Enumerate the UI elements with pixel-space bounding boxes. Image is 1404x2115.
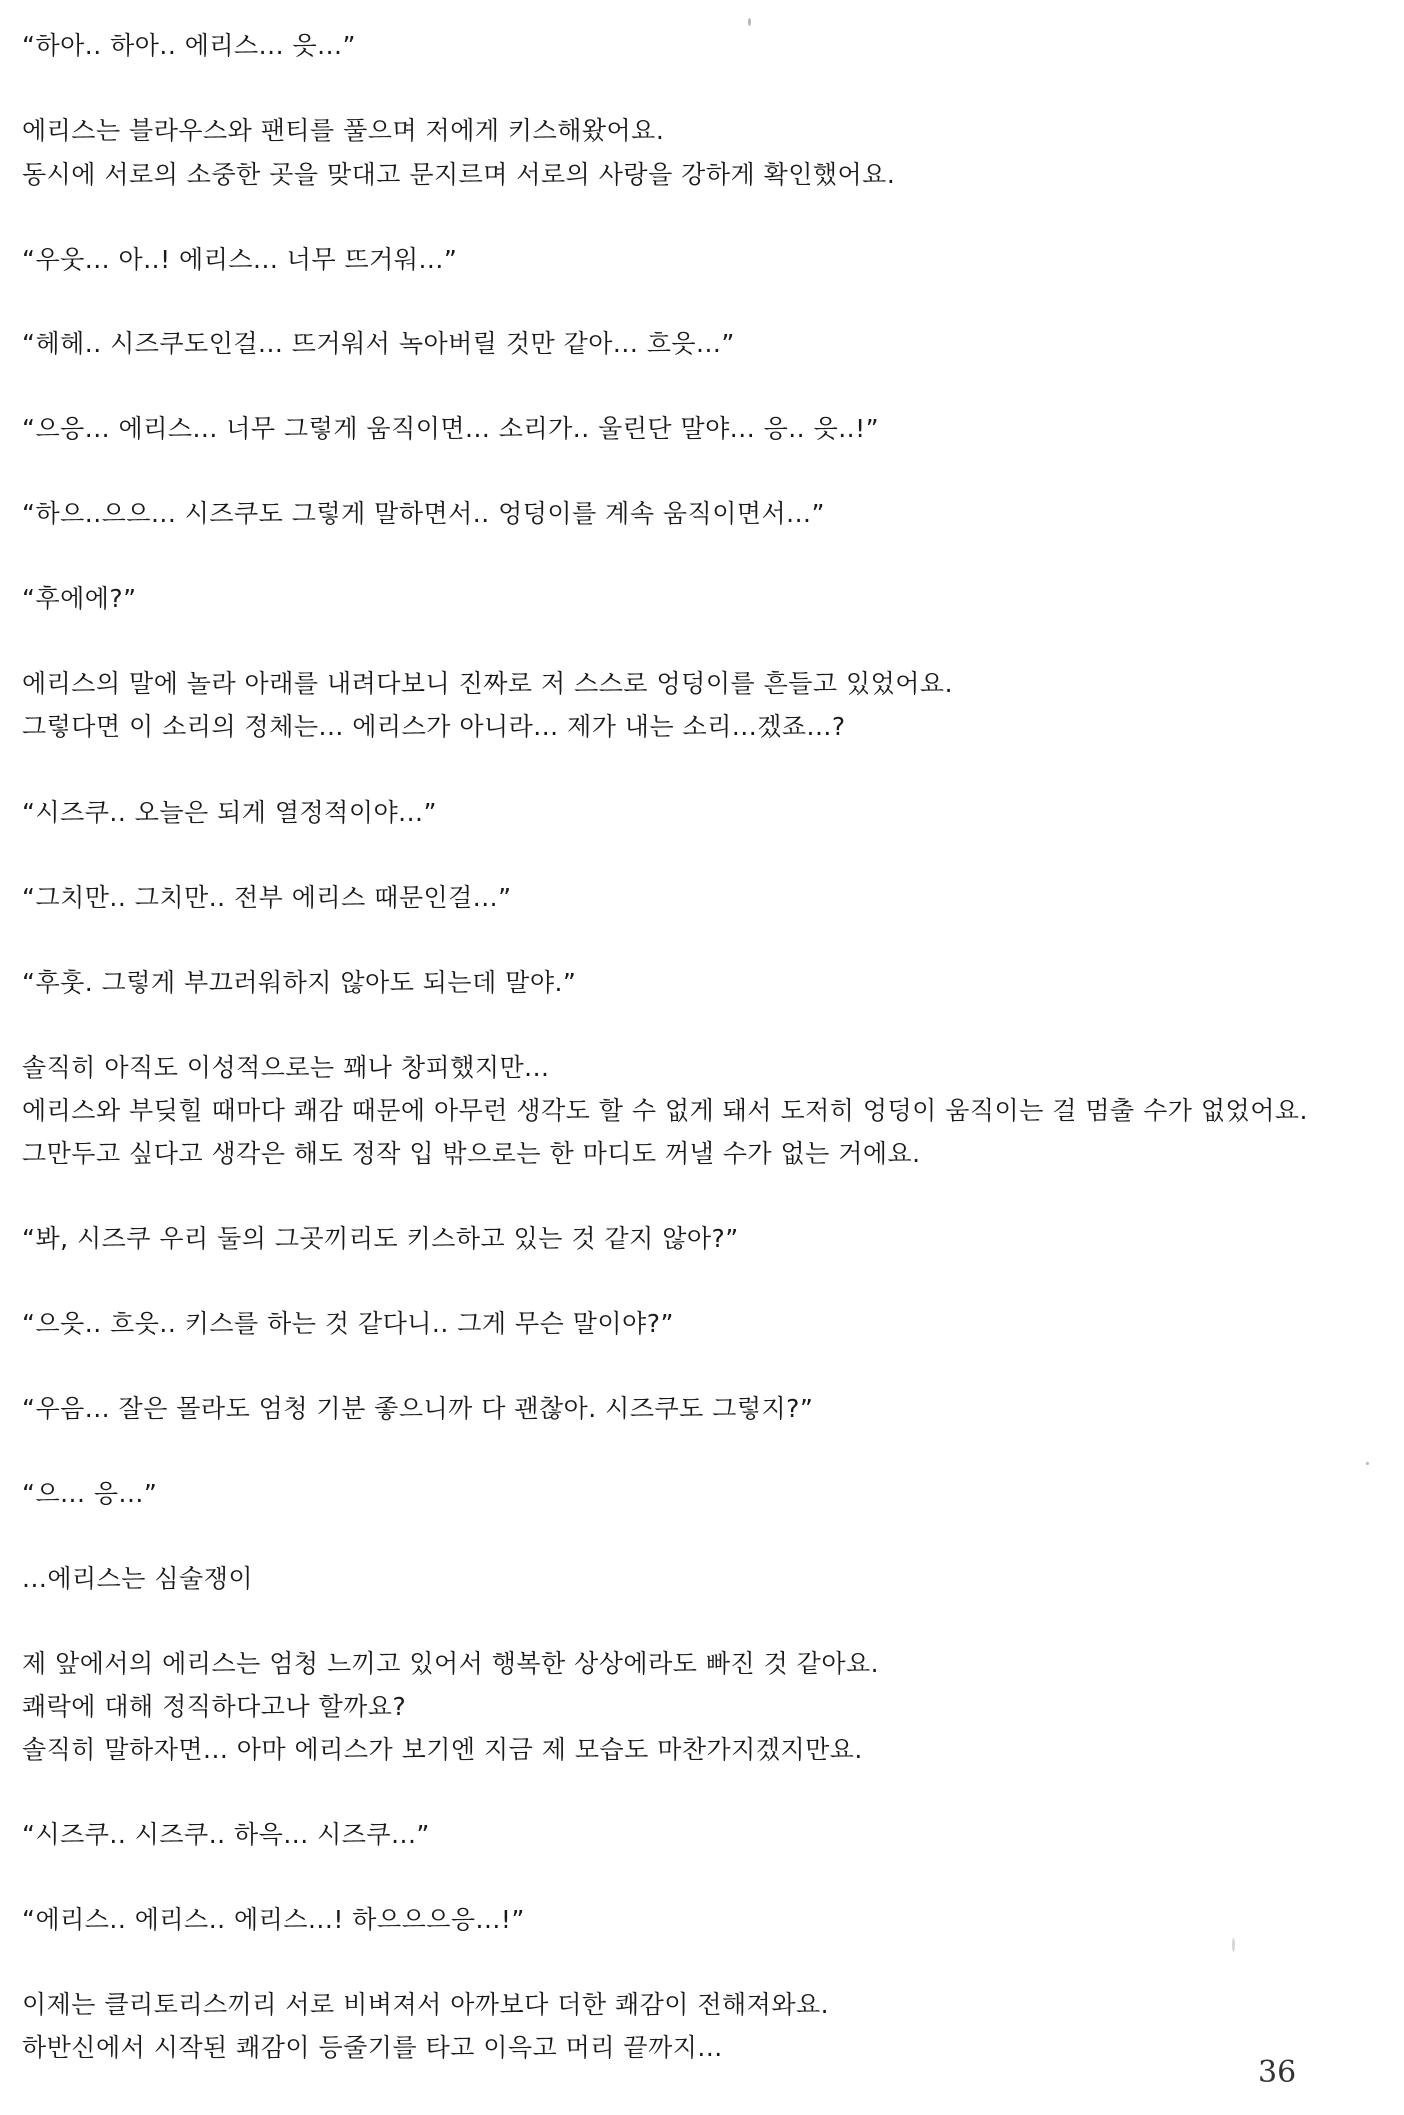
text-line: 에리스의 말에 놀라 아래를 내려다보니 진짜로 저 스스로 엉덩이를 흔들고 있었어요. (22, 669, 954, 698)
text-line: “헤헤.. 시즈쿠도인걸... 뜨거워서 녹아버릴 것만 같아... 흐읏...” (22, 329, 735, 358)
text-line: 하반신에서 시작된 쾌감이 등줄기를 타고 이윽고 머리 끝까지... (22, 2033, 723, 2062)
text-line: “시즈쿠.. 시즈쿠.. 하윽... 시즈쿠...” (22, 1820, 430, 1849)
text-line: “후훗. 그렇게 부끄러워하지 않아도 되는데 말야.” (22, 968, 577, 997)
text-line: 솔직히 아직도 이성적으로는 꽤나 창피했지만... (22, 1053, 550, 1082)
text-line: 그만두고 싶다고 생각은 해도 정작 입 밖으로는 한 마디도 꺼낼 수가 없는 거에요. (22, 1139, 921, 1168)
text-line: “우웃... 아..! 에리스... 너무 뜨거워...” (22, 245, 458, 274)
text-line: “으응... 에리스... 너무 그렇게 움직이면... 소리가.. 울린단 말야... 응.. 읏..!” (22, 414, 880, 443)
text-line: 에리스와 부딪힐 때마다 쾌감 때문에 아무런 생각도 할 수 없게 돼서 도저히 엉덩이 움직이는 걸 멈출 수가 없었어요. (22, 1096, 1308, 1125)
text-line: “봐, 시즈쿠 우리 둘의 그곳끼리도 키스하고 있는 것 같지 않아?” (22, 1224, 739, 1253)
text-line: 이제는 클리토리스끼리 서로 비벼져서 아까보다 더한 쾌감이 전해져와요. (22, 1990, 830, 2019)
text-line: 솔직히 말하자면... 아마 에리스가 보기엔 지금 제 모습도 마찬가지겠지만요. (22, 1735, 863, 1764)
text-line: 그렇다면 이 소리의 정체는... 에리스가 아니라... 제가 내는 소리...겠죠...? (22, 712, 846, 741)
scan-speck (748, 18, 751, 26)
text-line: “후에에?” (22, 584, 137, 613)
text-line: 제 앞에서의 에리스는 엄청 느끼고 있어서 행복한 상상에라도 빠진 것 같아요. (22, 1649, 880, 1678)
text-line: “에리스.. 에리스.. 에리스...! 하으으으응...!” (22, 1905, 525, 1934)
text-line: “으읏.. 흐읏.. 키스를 하는 것 같다니.. 그게 무슨 말이야?” (22, 1309, 674, 1338)
text-line: “하아.. 하아.. 에리스... 읏...” (22, 31, 356, 60)
text-line: “우음... 잘은 몰라도 엄청 기분 좋으니까 다 괜찮아. 시즈쿠도 그렇지?” (22, 1394, 814, 1423)
text-line: 쾌락에 대해 정직하다고나 할까요? (22, 1692, 407, 1721)
scan-speck (1232, 1938, 1235, 1952)
text-line: “시즈쿠.. 오늘은 되게 열정적이야...” (22, 798, 437, 827)
text-line: “하으..으으... 시즈쿠도 그렇게 말하면서.. 엉덩이를 계속 움직이면서...” (22, 499, 825, 528)
text-line: “으... 응...” (22, 1479, 158, 1508)
text-line: ...에리스는 심술쟁이 (22, 1564, 253, 1593)
page-number: 36 (1258, 2055, 1297, 2090)
scan-speck (1366, 1462, 1369, 1465)
text-line: 동시에 서로의 소중한 곳을 맞대고 문지르며 서로의 사랑을 강하게 확인했어요. (22, 160, 896, 189)
text-line: “그치만.. 그치만.. 전부 에리스 때문인걸...” (22, 883, 512, 912)
text-line: 에리스는 블라우스와 팬티를 풀으며 저에게 키스해왔어요. (22, 116, 665, 145)
